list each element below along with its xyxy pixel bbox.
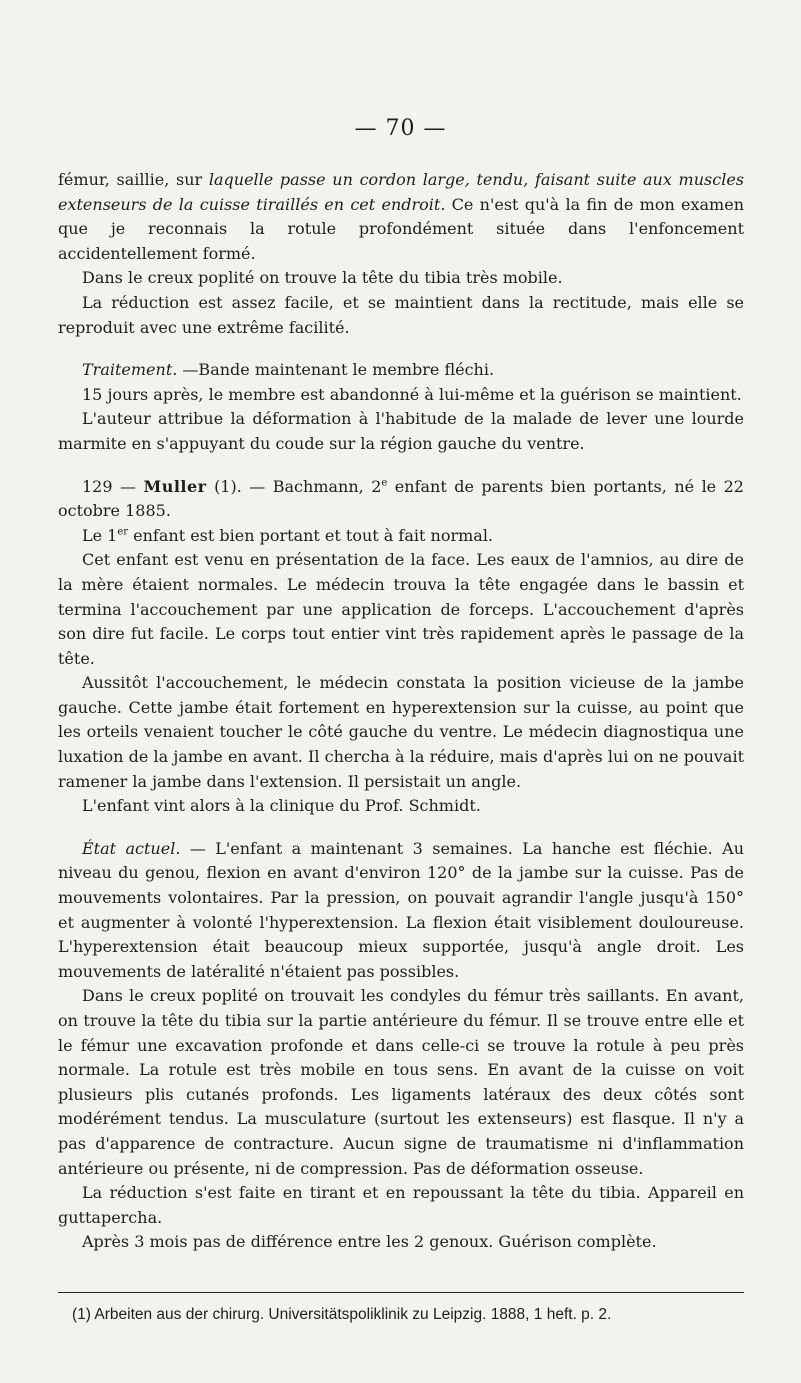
case-reference: (1). — Bachmann, 2	[206, 476, 382, 496]
paragraph: L'enfant vint alors à la clinique du Prof. Schmidt.	[82, 796, 481, 816]
case-details: enfant de parents bien portants, né le 22 octobre 1885.	[58, 476, 744, 521]
text-run: Le 1	[82, 525, 118, 545]
text-run: enfant est bien portant et tout à fait normal.	[128, 525, 494, 545]
paragraph: Dans le creux poplité on trouve la tête du tibia très mobile.	[82, 268, 563, 288]
paragraph: L'auteur attribue la déformation à l'habitude de la malade de lever une lourde marmite en s'appuyant du coude sur la région gauche du ventre.	[58, 409, 744, 453]
superscript: e	[381, 477, 388, 489]
paragraph: Après 3 mois pas de différence entre les 2 genoux. Guérison complète.	[82, 1232, 657, 1252]
paragraph	[58, 168, 744, 266]
text-run: —Bande maintenant le membre fléchi.	[177, 360, 495, 380]
text-run: Ce n'est qu'à la fin de mon examen que je reconnais la rotule profondément située dans l'enfoncement accidentellement formé.	[58, 194, 745, 263]
italic-text: laquelle passe un cordon large, tendu, faisant suite aux muscles extenseurs de la cuisse tiraillés en cet endroit.	[58, 170, 744, 214]
paragraph: La réduction est assez facile, et se maintient dans la rectitude, mais elle se reproduit avec une extrême facilité.	[58, 292, 744, 337]
case-header	[58, 475, 744, 524]
superscript: er	[117, 526, 129, 538]
paragraph	[58, 358, 744, 383]
paragraph: Aussitôt l'accouchement, le médecin constata la position vicieuse de la jambe gauche. Cette jambe était fortement en hyperextension sur la cuisse, au point que les orteils venaient toucher le côté gauche du ventre. Le médecin diagnostiqua une luxation de la jambe en avant. Il chercha à la réduire, mais d'après lui on ne pouvait ramener la jambe dans l'extension. Il persistait un angle.	[58, 673, 744, 791]
paragraph: Dans le creux poplité on trouvait les condyles du fémur très saillants. En avant, on trouve la tête du tibia sur la partie antérieure du fémur. Il se trouve entre elle et le fémur une excavation profonde et dans celle-ci se trouve la rotule à peu près normale. La rotule est très mobile en tous sens. En avant de la cuisse on voit plusieurs plis cutanés profonds. Les ligaments latéraux des deux côtés sont modérément tendus. La musculature (surtout les extenseurs) est flasque. Il n'y a pas d'apparence de contracture. Aucun signe de traumatisme ni d'inflammation antérieure ou présente, ni de compression. Pas de déformation osseuse.	[58, 986, 744, 1178]
case-author: Muller	[143, 476, 207, 496]
paragraph	[58, 837, 744, 985]
text-run: fémur, saillie, sur	[58, 170, 209, 189]
paragraph: 15 jours après, le membre est abandonné à lui-même et la guérison se maintient.	[82, 384, 742, 404]
paragraph: La réduction s'est faite en tirant et en repoussant la tête du tibia. Appareil en guttapercha.	[58, 1183, 744, 1227]
body-text	[58, 168, 744, 1255]
text-run: — L'enfant a maintenant 3 semaines. La hanche est fléchie. Au niveau du genou, flexion en avant d'environ 120° de la jambe sur la cuisse. Pas de mouvements volontaires. Par la pression, on pouvait agrandir l'angle jusqu'à 150° et augmenter à volonté l'hyperextension. La flexion était visiblement douloureuse. L'hyperextension était beaucoup mieux supportée, jusqu'à angle droit. Les mouvements de latéralité n'étaient pas possibles.	[58, 838, 744, 981]
footnote: (1) Arbeiten aus der chirurg. Universitätspoliklinik zu Leipzig. 1888, 1 heft. p. 2.	[72, 1306, 612, 1323]
section-label: État actuel.	[82, 838, 181, 858]
footnote-divider	[58, 1292, 744, 1293]
section-label: Traitement.	[82, 360, 178, 380]
paragraph	[58, 524, 744, 549]
page-number: — 70 —	[354, 116, 447, 141]
case-number: 129 —	[82, 476, 144, 496]
paragraph: Cet enfant est venu en présentation de la face. Les eaux de l'amnios, au dire de la mère étaient normales. Le médecin trouva la tête engagée dans le bassin et termina l'accouchement par une application de forceps. L'accouchement d'après son dire fut facile. Le corps tout entier vint très rapidement après le passage de la tête.	[58, 550, 744, 668]
